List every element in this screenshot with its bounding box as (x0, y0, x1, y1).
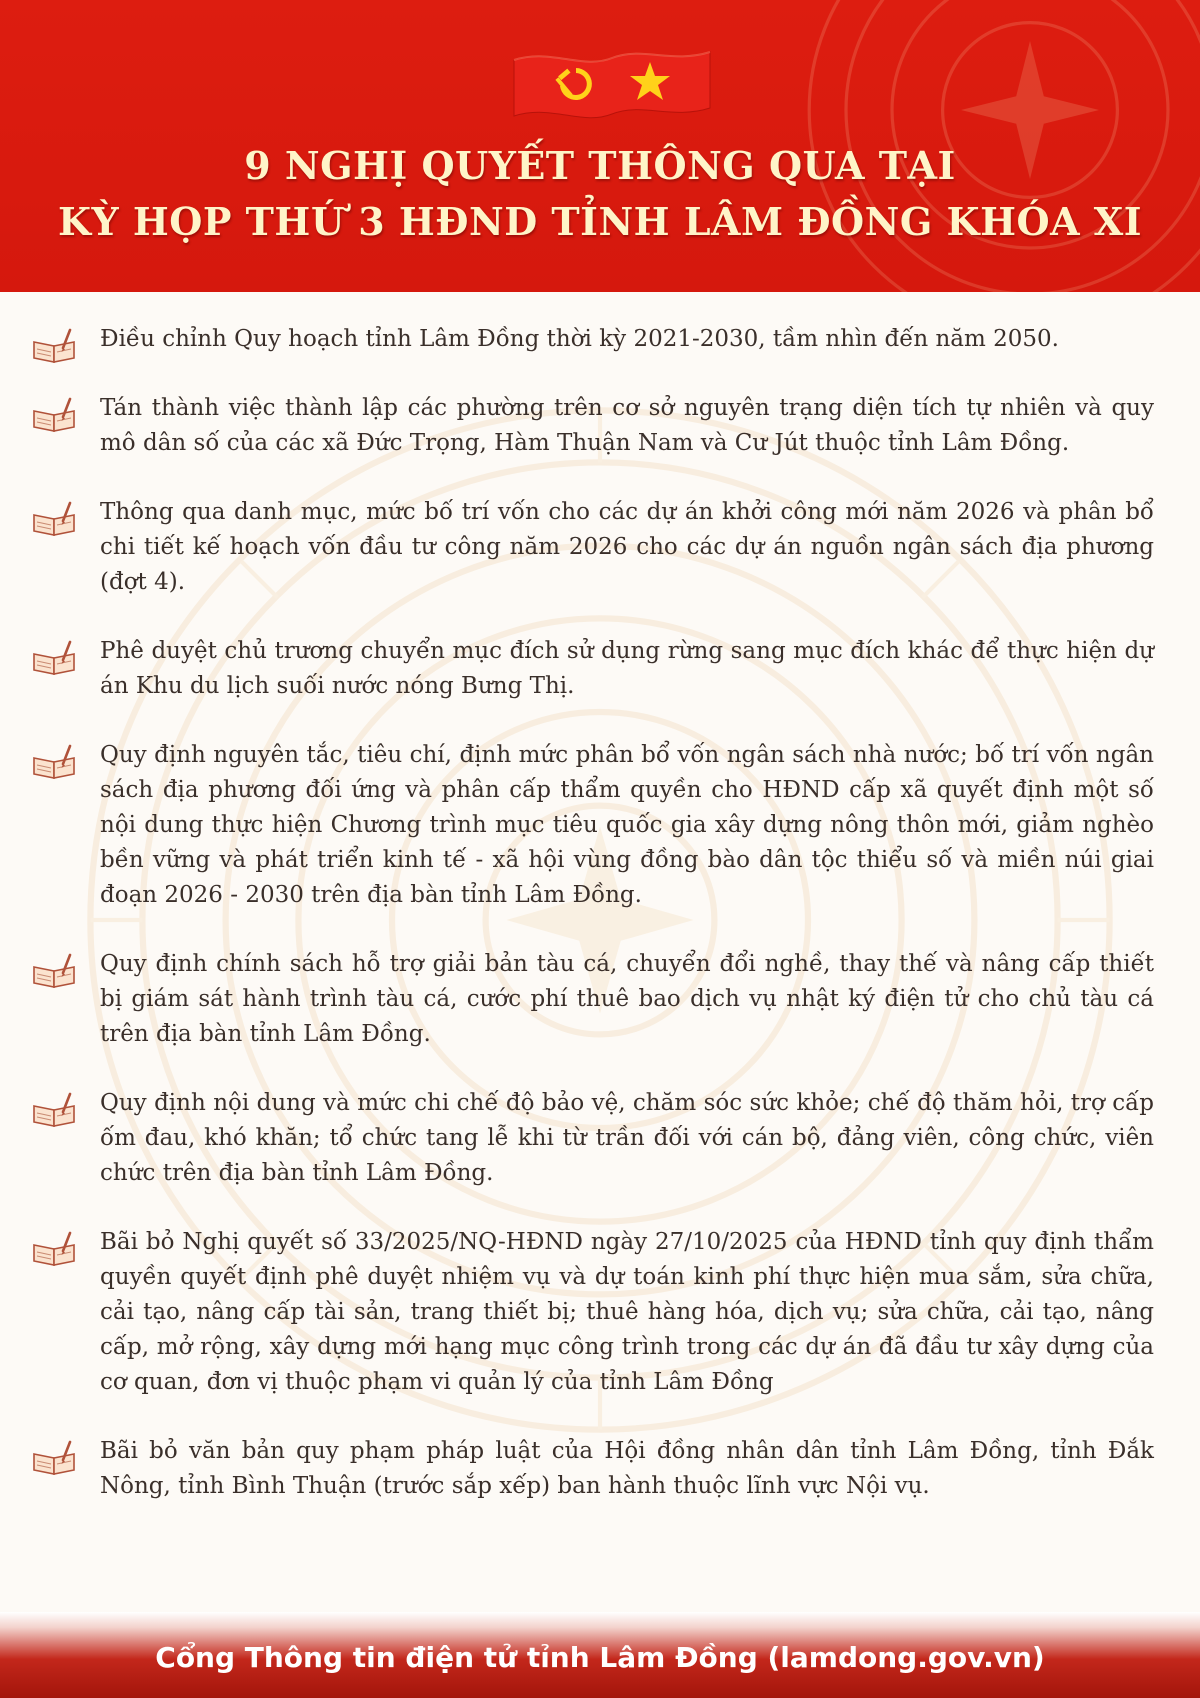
title-line-1: 9 NGHỊ QUYẾT THÔNG QUA TẠI (244, 143, 956, 188)
footer-bar (0, 1612, 1200, 1698)
resolution-item-3 (0, 495, 1200, 600)
resolution-text: Bãi bỏ văn bản quy phạm pháp luật của Hội đồng nhân dân tỉnh Lâm Đồng, tỉnh Đắk Nông, tỉnh Bình Thuận (trước sắp xếp) ban hành thuộc lĩnh vực Nội vụ. (100, 1438, 1154, 1499)
title-line-2: KỲ HỌP THỨ 3 HĐND TỈNH LÂM ĐỒNG KHÓA XI (57, 199, 1143, 244)
resolution-item-8 (0, 1225, 1200, 1400)
resolution-text: Bãi bỏ Nghị quyết số 33/2025/NQ-HĐND ngày 27/10/2025 của HĐND tỉnh quy định thẩm quyền quyết định phê duyệt nhiệm vụ và dự toán kinh phí thực hiện mua sắm, sửa chữa, cải tạo, nâng cấp tài sản, trang thiết bị; thuê hàng hóa, dịch vụ; sửa chữa, cải tạo, nâng cấp, mở rộng, xây dựng mới hạng mục công trình trong các dự án đã đầu tư xây dựng của cơ quan, đơn vị thuộc phạm vi quản lý của tỉnh Lâm Đồng (100, 1229, 1154, 1395)
resolution-text: Tán thành việc thành lập các phường trên cơ sở nguyên trạng diện tích tự nhiên và quy mô dân số của các xã Đức Trọng, Hàm Thuận Nam và Cư Jút thuộc tỉnh Lâm Đồng. (100, 395, 1154, 456)
open-book-pen-icon (30, 501, 78, 537)
resolution-text: Quy định nội dung và mức chi chế độ bảo vệ, chăm sóc sức khỏe; chế độ thăm hỏi, trợ cấp ốm đau, khó khăn; tổ chức tang lễ khi từ trần đối với cán bộ, đảng viên, công chức, viên chức trên địa bàn tỉnh Lâm Đồng. (100, 1090, 1154, 1186)
resolution-text: Điều chỉnh Quy hoạch tỉnh Lâm Đồng thời kỳ 2021-2030, tầm nhìn đến năm 2050. (100, 326, 1059, 352)
resolution-text: Quy định chính sách hỗ trợ giải bản tàu cá, chuyển đổi nghề, thay thế và nâng cấp thiết bị giám sát hành trình tàu cá, cước phí thuê bao dịch vụ nhật ký điện tử cho chủ tàu cá trên địa bàn tỉnh Lâm Đồng. (100, 951, 1154, 1047)
open-book-pen-icon (30, 1231, 78, 1267)
open-book-pen-icon (30, 1440, 78, 1476)
resolution-item-2 (0, 391, 1200, 461)
header-banner (0, 0, 1200, 292)
resolution-item-4 (0, 634, 1200, 704)
resolution-item-6 (0, 947, 1200, 1052)
resolution-item-5 (0, 738, 1200, 913)
open-book-pen-icon (30, 397, 78, 433)
resolution-item-1 (0, 322, 1200, 357)
resolution-item-7 (0, 1086, 1200, 1191)
footer-source: Cổng Thông tin điện tử tỉnh Lâm Đồng (lamdong.gov.vn) (155, 1641, 1045, 1674)
resolution-item-9 (0, 1434, 1200, 1504)
open-book-pen-icon (30, 953, 78, 989)
resolution-text: Thông qua danh mục, mức bố trí vốn cho các dự án khởi công mới năm 2026 và phân bổ chi tiết kế hoạch vốn đầu tư công năm 2026 cho các dự án nguồn ngân sách địa phương (đợt 4). (100, 499, 1154, 595)
party-flag-icon (512, 42, 712, 122)
page-title (0, 138, 1200, 250)
resolution-text: Quy định nguyên tắc, tiêu chí, định mức phân bổ vốn ngân sách nhà nước; bố trí vốn ngân sách địa phương đối ứng và phân cấp thẩm quyền cho HĐND cấp xã quyết định một số nội dung thực hiện Chương trình mục tiêu quốc gia xây dựng nông thôn mới, giảm nghèo bền vững và phát triển kinh tế - xã hội vùng đồng bào dân tộc thiểu số và miền núi giai đoạn 2026 - 2030 trên địa bàn tỉnh Lâm Đồng. (100, 742, 1154, 908)
resolution-text: Phê duyệt chủ trương chuyển mục đích sử dụng rừng sang mục đích khác để thực hiện dự án Khu du lịch suối nước nóng Bưng Thị. (100, 638, 1154, 699)
open-book-pen-icon (30, 1092, 78, 1128)
resolution-list (0, 322, 1200, 1538)
open-book-pen-icon (30, 328, 78, 364)
open-book-pen-icon (30, 640, 78, 676)
open-book-pen-icon (30, 744, 78, 780)
